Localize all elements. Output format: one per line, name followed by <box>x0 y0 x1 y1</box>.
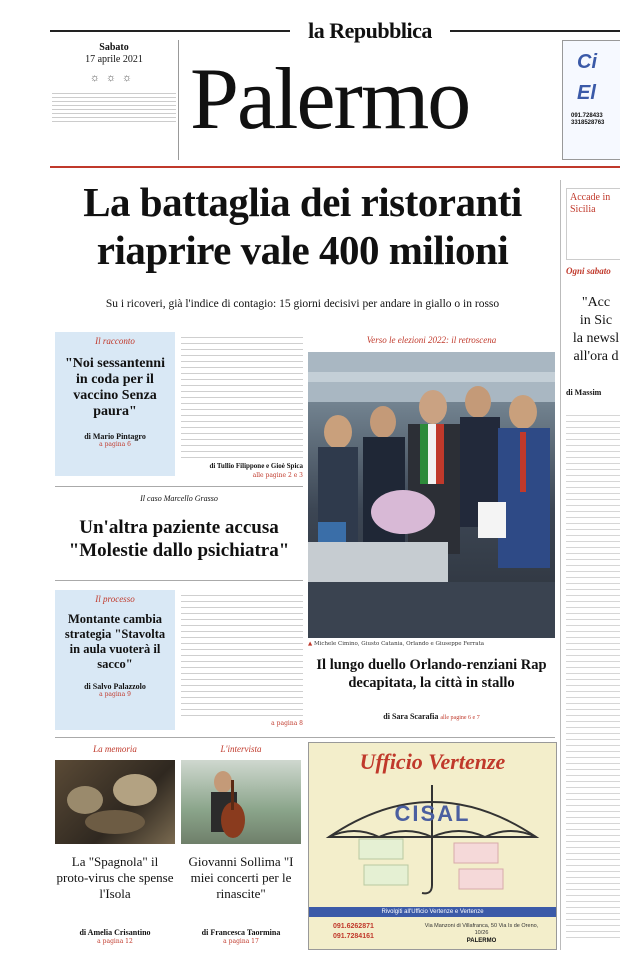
caso-kicker: Il caso Marcello Grasso <box>140 494 218 503</box>
ad-phone-a: 091.6262871 <box>333 923 374 930</box>
ad-title: Ufficio Vertenze <box>359 749 506 774</box>
ad-logo-a: Ci <box>577 51 597 73</box>
ad-phone-2: 3318528763 <box>571 120 605 126</box>
processo-kicker: Il processo <box>95 594 135 604</box>
edition-day: Sabato <box>99 42 129 53</box>
intervista-kicker: L'intervista <box>220 744 262 754</box>
photo-people-illustration <box>308 352 555 638</box>
sidebar-quote <box>566 294 620 366</box>
ad-brand: CISAL <box>394 801 471 826</box>
photo-caption-text: Michele Cimino, Giusto Catania, Orlando e Giuseppe Ferrata <box>313 641 485 647</box>
caso-article-ref[interactable]: a pagina 8 <box>271 720 303 727</box>
ad-footer: Rivolgiti all'Ufficio Vertenze e Vertenze <box>309 907 556 917</box>
memoria-image[interactable] <box>55 760 175 844</box>
racconto-kicker: Il racconto <box>95 336 135 346</box>
cisal-ad[interactable] <box>308 742 557 950</box>
top-right-ad[interactable] <box>562 40 620 160</box>
memoria-kicker: La memoria <box>93 744 137 754</box>
photo-story-ref[interactable]: alle pagine 6 e 7 <box>440 715 480 721</box>
processo-author: di Salvo Palazzolo <box>84 682 146 691</box>
racconto-ref[interactable]: a pagina 6 <box>99 441 131 448</box>
intervista-title[interactable]: Giovanni Sollima "I miei concerti per le rinascite" <box>188 854 294 901</box>
umbrella-icon <box>309 777 556 897</box>
edition-date <box>52 42 176 124</box>
ad-phone-1: 091.728433 <box>571 113 603 119</box>
lead-headline <box>50 178 555 274</box>
sidebar-sublabel: Ogni sabato <box>566 266 611 276</box>
memoria-title[interactable]: La "Spagnola" il proto-virus che spense l'Isola <box>56 854 174 901</box>
sidebar-label-box <box>566 188 620 260</box>
ad-logo-b: El <box>577 82 596 104</box>
lead-subhead: Su i ricoveri, già l'indice di contagio: 15 giorni decisivi per andare in giallo o in rosso <box>105 298 500 310</box>
imprint-block <box>52 90 176 124</box>
sidebar-quote-line2: in Sic <box>579 313 613 328</box>
processo-title: Montante cambia strategia "Stavolta in aula vuoterà il sacco" <box>64 612 166 671</box>
photo-story-byline <box>308 712 555 721</box>
weather-icons: ☼☼☼ <box>89 72 139 84</box>
city-edition-title: Palermo <box>190 51 470 148</box>
intervista-author: di Francesca Taormina <box>201 928 281 937</box>
caso-article-text <box>181 590 303 718</box>
box-processo[interactable] <box>55 590 175 730</box>
ad-city: PALERMO <box>466 938 497 944</box>
photo-story-author: di Sara Scarafia <box>383 712 439 721</box>
memoria-illustration <box>55 760 175 844</box>
sidebar-label: Accade in Sicilia <box>570 192 611 215</box>
photo-caption-arrow: ▲ <box>308 641 313 647</box>
edition-date-text: 17 aprile 2021 <box>85 54 143 65</box>
sidebar-quote-line4: all'ora d <box>573 349 619 364</box>
memoria-ref[interactable]: a pagina 12 <box>97 938 133 945</box>
ad-phone-b: 091.7284161 <box>333 933 374 940</box>
caso-headline[interactable] <box>55 516 303 562</box>
processo-ref[interactable]: a pagina 9 <box>99 691 131 698</box>
sidebar-quote-line1: "Acc <box>581 295 611 310</box>
ad-address: Via Manzoni di Villafranca, 50 Via Is de Oreno, 10/26 <box>424 923 539 936</box>
racconto-title: "Noi sessantenni in coda per il vaccino Senza paura" <box>65 356 165 419</box>
photo-story-title[interactable]: Il lungo duello Orlando-renziani Rap decapitata, la città in stallo <box>316 657 547 691</box>
photo-story-image[interactable] <box>308 352 555 638</box>
brand-name: la Repubblica <box>290 18 450 44</box>
caso-headline-line1: Un'altra paziente accusa <box>79 517 279 538</box>
caso-headline-line2: "Molestie dallo psichiatra" <box>68 540 290 561</box>
photo-story-kicker: Verso le elezioni 2022: il retroscena <box>366 335 497 345</box>
cello-player-illustration <box>181 760 301 844</box>
sidebar-quote-line3: la newsl <box>572 331 620 346</box>
lead-article-text <box>181 332 303 460</box>
memoria-author: di Amelia Crisantino <box>79 928 151 937</box>
sidebar-body-text <box>566 410 620 940</box>
lead-article-author: di Tullio Filippone e Gioè Spica <box>209 462 303 470</box>
racconto-author: di Mario Pintagro <box>84 432 146 441</box>
lead-headline-line2: riaprire vale 400 milioni <box>96 227 509 273</box>
intervista-image[interactable] <box>181 760 301 844</box>
sidebar-author: di Massim <box>566 388 602 397</box>
intervista-ref[interactable]: a pagina 17 <box>223 938 259 945</box>
box-racconto[interactable] <box>55 332 175 476</box>
photo-caption <box>308 641 555 648</box>
lead-article-ref[interactable]: alle pagine 2 e 3 <box>252 472 303 479</box>
lead-headline-line1: La battaglia dei ristoranti <box>83 179 522 225</box>
